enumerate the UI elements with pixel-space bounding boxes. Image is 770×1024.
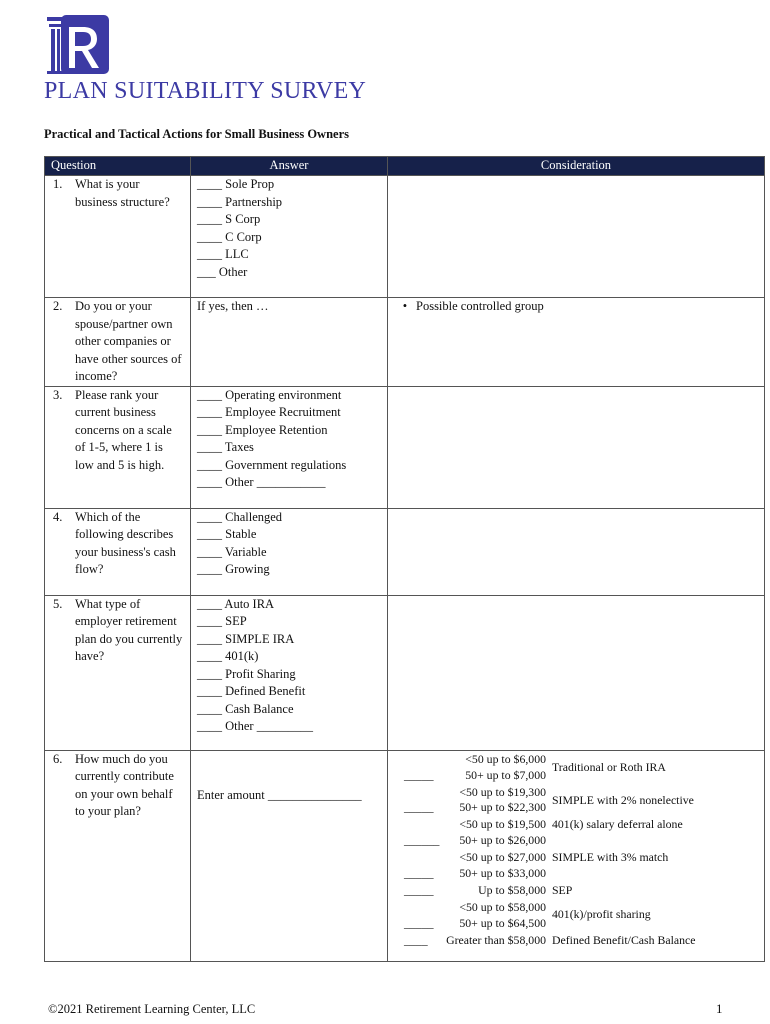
consideration-cell [388,595,765,750]
limit-range: Up to $58,000 [478,882,546,897]
answer-option[interactable]: ____ Growing [197,562,270,576]
question-text: What is your business structure? [75,177,170,209]
answer-option[interactable]: ____ S Corp [197,212,261,226]
table-row [45,298,765,387]
limit-range: <50 up to $19,300 [459,784,546,799]
answer-blank[interactable]: _____ [404,865,434,880]
consideration-cell [388,508,765,595]
consideration-text: Possible controlled group [416,299,544,313]
question-number: 1. [53,177,63,191]
question-cell [45,386,191,508]
answer-option[interactable]: ____ Employee Recruitment [197,405,341,419]
plan-type: Traditional or Roth IRA [552,759,666,774]
answer-option[interactable]: ____ 401(k) [197,649,259,663]
plan-type: 401(k)/profit sharing [552,906,651,921]
question-cell [45,508,191,595]
limit-range: 50+ up to $7,000 [465,767,546,782]
question-cell [45,595,191,750]
answer-option[interactable]: ____ Operating environment [197,387,342,402]
answer-cell [191,750,388,961]
limit-range: 50+ up to $64,500 [459,915,546,930]
plan-type: SEP [552,882,573,897]
answer-cell [191,176,388,298]
bullet-icon: • [402,299,408,313]
question-cell [45,176,191,298]
question-text: Please rank your current business concerns on a scale of 1-5, where 1 is low and 5 is high. [75,387,172,472]
question-number: 5. [53,596,63,611]
limit-range: Greater than $58,000 [446,932,546,947]
limit-range: <50 up to $58,000 [459,899,546,914]
survey-table [44,156,765,962]
question-text: Do you or your spouse/partner own other companies or have other sources of income? [75,299,182,383]
contribution-limits-cell [388,750,765,961]
answer-option[interactable]: ____ SIMPLE IRA [197,631,295,646]
page-subtitle: Practical and Tactical Actions for Small Business Owners [44,127,349,141]
consideration-cell [388,386,765,508]
consideration-cell [388,176,765,298]
consideration-cell [388,298,765,387]
table-header-row [45,157,765,176]
table-row [45,508,765,595]
answer-option[interactable]: ____ Variable [197,544,267,559]
answer-blank[interactable]: _____ [404,799,434,814]
answer-option[interactable]: ____ Cash Balance [197,701,294,716]
answer-blank[interactable]: _____ [404,915,434,930]
question-number: 6. [53,751,63,766]
limit-range: <50 up to $19,500 [459,816,546,831]
limit-range: 50+ up to $22,300 [459,799,546,814]
limit-range: <50 up to $6,000 [465,751,546,766]
footer-copyright: ©2021 Retirement Learning Center, LLC [48,1002,256,1016]
answer-cell [191,508,388,595]
header-question: Question [45,157,191,176]
answer-option[interactable]: ____ SEP [197,614,247,628]
answer-option[interactable]: ____ Challenged [197,509,283,524]
question-text: Which of the following describes your business's cash flow? [75,509,176,576]
answer-cell [191,595,388,750]
table-row [45,176,765,298]
question-number: 4. [53,509,63,524]
retirement-learning-center-logo [47,15,109,74]
answer-option[interactable]: ____ Partnership [197,194,283,209]
question-text: How much do you currently contribute on your own behalf to your plan? [75,751,174,818]
limit-range: <50 up to $27,000 [459,849,546,864]
answer-blank[interactable]: _____ [404,767,434,782]
header-consideration: Consideration [388,157,765,176]
question-number: 2. [53,299,63,313]
answer-option[interactable]: ____ Auto IRA [197,596,275,611]
answer-option[interactable]: ____ Other _________ [197,719,313,733]
answer-option[interactable]: ___ Other [197,264,248,279]
answer-option[interactable]: ____ C Corp [197,229,262,244]
plan-type: SIMPLE with 2% nonelective [552,792,694,807]
amount-field[interactable]: Enter amount _______________ [197,787,362,802]
answer-option[interactable]: ____ Stable [197,527,257,541]
answer-text[interactable]: If yes, then … [197,299,269,313]
answer-option[interactable]: ____ Sole Prop [197,177,275,191]
answer-blank[interactable]: ______ [404,832,440,847]
question-cell [45,750,191,961]
page-number: 1 [716,1001,723,1016]
answer-option[interactable]: ____ Profit Sharing [197,666,296,681]
question-cell [45,298,191,387]
limit-range: 50+ up to $26,000 [459,832,546,847]
answer-blank[interactable]: ____ [404,932,428,947]
answer-option[interactable]: ____ Other ___________ [197,475,326,489]
answer-option[interactable]: ____ Taxes [197,440,254,454]
table-row [45,750,765,961]
plan-type: 401(k) salary deferral alone [552,816,683,831]
limit-range: 50+ up to $33,000 [459,865,546,880]
table-row [45,386,765,508]
answer-option[interactable]: ____ Employee Retention [197,422,328,437]
answer-cell [191,386,388,508]
answer-option[interactable]: ____ Government regulations [197,457,347,472]
answer-cell [191,298,388,387]
table-row [45,595,765,750]
header-answer: Answer [191,157,388,176]
answer-option[interactable]: ____ Defined Benefit [197,684,306,698]
plan-type: SIMPLE with 3% match [552,849,669,864]
plan-type: Defined Benefit/Cash Balance [552,932,696,947]
question-number: 3. [53,387,63,402]
page-title: PLAN SUITABILITY SURVEY [44,78,367,104]
answer-blank[interactable]: _____ [404,882,434,897]
question-text: What type of employer retirement plan do you currently have? [75,596,183,663]
answer-option[interactable]: ____ LLC [197,247,249,261]
